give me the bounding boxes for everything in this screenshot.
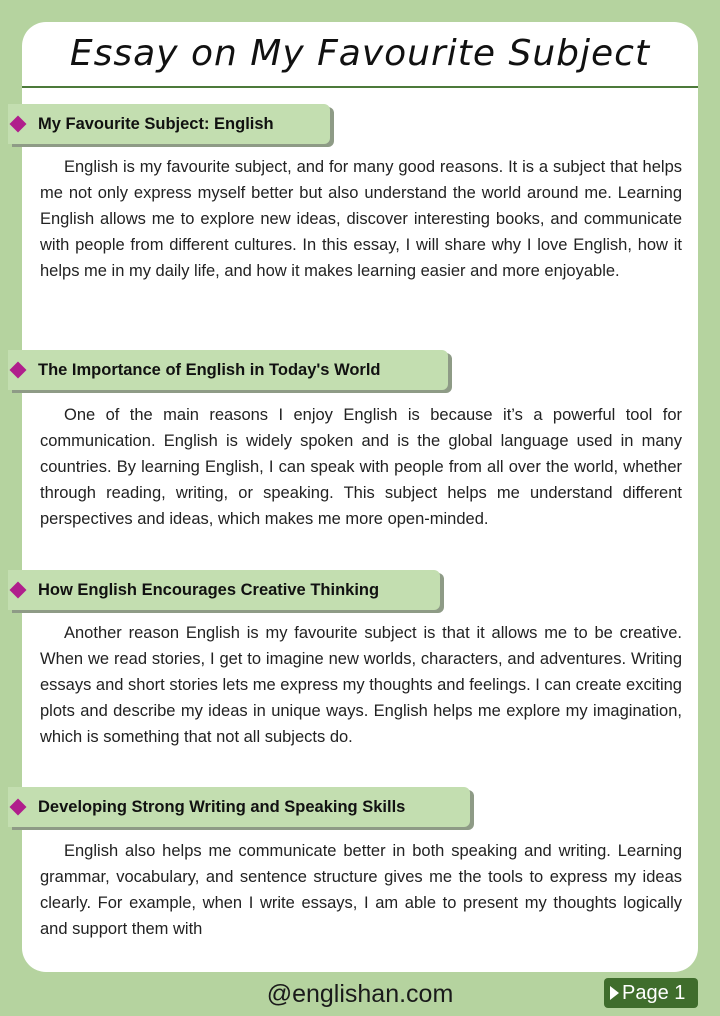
footer-website: @englishan.com [266,980,454,1008]
section-paragraph-4: English also helps me communicate better in both speaking and writing. Learning grammar, vocabulary, and sentence structure gives me the tools to express my ideas clearly. For example, when I write essays, I am able to present my thoughts logically and support them with [40,842,682,938]
section-heading-1 [8,104,330,144]
section-heading-text: My Favourite Subject: English [38,115,274,133]
page-title: Essay on My Favourite Subject [69,33,651,74]
diamond-bullet-icon [10,799,27,816]
title-bar [22,22,698,88]
page-card [22,22,698,972]
section-heading-4 [8,787,470,827]
page-number-badge [604,978,698,1008]
section-heading-3 [8,570,440,610]
diamond-bullet-icon [10,116,27,133]
section-paragraph-2: One of the main reasons I enjoy English is because it’s a powerful tool for communication. English is widely spoken and is the global language used in many countries. By learning English, I can speak with people from all over the world, whether through reading, writing, or speaking. This subject helps me understand different perspectives and ideas, which makes me more open-minded. [40,406,682,528]
section-heading-text: How English Encourages Creative Thinking [38,581,380,599]
section-paragraph-1: English is my favourite subject, and for many good reasons. It is a subject that helps me not only express myself better but also understand the world around me. Learning English allows me to explore new ideas, discover interesting books, and communicate with people from different cultures. In this essay, I will share why I love English, how it helps me in my daily life, and how it makes learning easier and more enjoyable. [40,158,682,280]
page-number-label: Page 1 [622,982,686,1004]
diamond-bullet-icon [10,582,27,599]
diamond-bullet-icon [10,362,27,379]
section-heading-text: Developing Strong Writing and Speaking Skills [38,798,406,816]
section-heading-text: The Importance of English in Today's World [38,361,381,379]
arrow-right-icon [610,986,619,1000]
section-heading-2 [8,350,448,390]
section-paragraph-3: Another reason English is my favourite subject is that it allows me to be creative. When we read stories, I get to imagine new worlds, characters, and adventures. Writing essays and short stories lets me express my thoughts and feelings. I can create exciting plots and describe my ideas in unique ways. English helps me explore my imagination, which is something that not all subjects do. [40,624,682,746]
